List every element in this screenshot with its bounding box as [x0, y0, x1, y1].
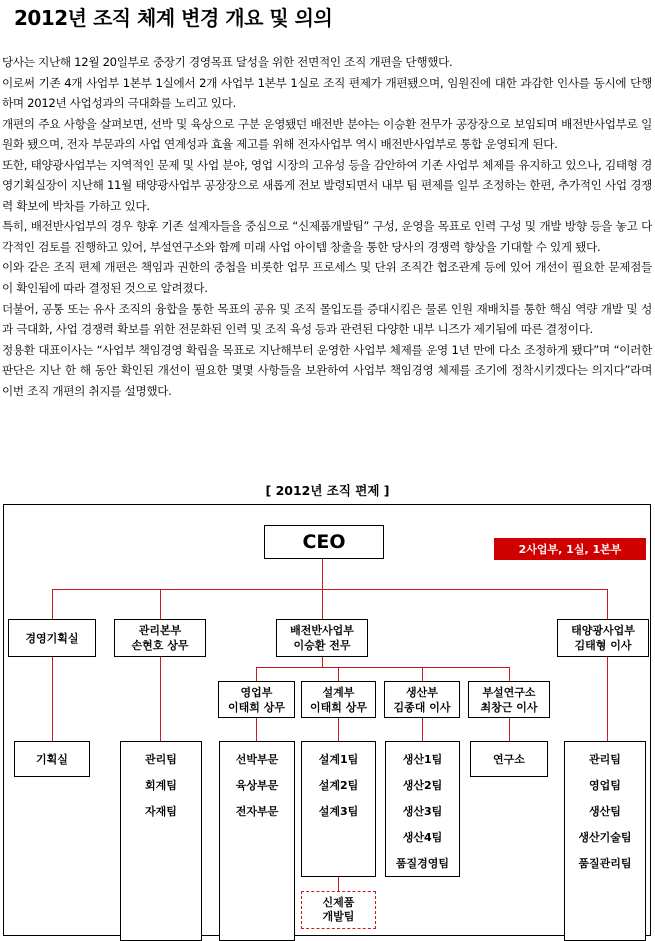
- team-list-design: [301, 741, 376, 877]
- team-item: 품질경영팀: [395, 857, 450, 870]
- team-item: 생산팀: [589, 805, 621, 818]
- team-list-production: [385, 741, 460, 877]
- connector-line: [509, 667, 510, 681]
- unit-solar-division: [557, 619, 649, 657]
- team-item: 관리팀: [145, 753, 177, 766]
- team-item: 회계팀: [145, 779, 177, 792]
- team-item: 생산4팀: [402, 831, 443, 844]
- unit-admin-hq: [114, 619, 206, 657]
- unit-name: 경영기획실: [25, 631, 79, 645]
- team-list-solar: [564, 741, 646, 941]
- paragraph: 당사는 지난해 12월 20일부로 중장기 경영목표 달성을 위한 전면적인 조직 개편을 단행했다.: [2, 55, 453, 69]
- team-item: 생산기술팀: [578, 831, 632, 844]
- unit-head: 최창근 이사: [480, 700, 538, 714]
- team-item: 자재팀: [145, 805, 177, 818]
- paragraph: 특히, 배전반사업부의 경우 향후 기존 설계자들을 중심으로 “신제품개발팀” 구성, 운영을 목표로 인력 구성 및 개발 방향 등을 놓고 다각적인 검토를 진행하고 있어, 부설연구소와 함께 미래 사업 아이템 창출을 통한 당사의 경쟁력 향상을 기대할 수 있게 됐다.: [2, 219, 652, 254]
- ceo-box: [264, 525, 384, 559]
- connector-line: [607, 657, 608, 741]
- unit-name: 부설연구소: [482, 685, 536, 699]
- connector-line: [322, 559, 323, 589]
- paragraph: 더불어, 공통 또는 유사 조직의 융합을 통한 목표의 공유 및 조직 몰입도를 증대시킴은 물론 인원 재배치를 통한 핵심 역량 개발 및 성과 극대화, 사업 경쟁력 확보를 위한 전문화된 인력 및 조직 육성 등과 관련된 다양한 내부 니즈가 제기됨에 따른 결정이다.: [2, 301, 652, 337]
- unit-name: 영업부: [240, 685, 273, 699]
- team-item: 생산2팀: [402, 779, 443, 792]
- paragraph: 개편의 주요 사항을 살펴보면, 선박 및 육상으로 구분 운영됐던 배전반 분야는 이승환 전무가 공장장으로 보임되며 배전반사업부로 일원화 됐으며, 전자 부문과의 사업 연계성과 효율 제고를 위해 전자사업부 역시 배전반사업부로 통합 운영되게 된다.: [2, 116, 652, 152]
- connector-line: [52, 589, 607, 590]
- unit-head: 김태형 이사: [574, 639, 632, 652]
- unit-switchboard-division: [276, 619, 368, 657]
- connector-line: [322, 657, 323, 667]
- connector-line: [422, 667, 423, 681]
- ceo-label: CEO: [302, 530, 346, 553]
- connector-line: [338, 877, 339, 891]
- unit-sales-dept: [218, 681, 295, 718]
- summary-badge: [494, 538, 646, 560]
- unit-head: 이태희 상무: [228, 700, 285, 714]
- connector-line: [322, 589, 323, 619]
- team-item: 생산3팀: [402, 805, 443, 818]
- chart-caption: [ 2012년 조직 편제 ]: [265, 483, 390, 498]
- team-item: 영업팀: [589, 779, 621, 792]
- page-title: 2012년 조직 체계 변경 개요 및 의의: [14, 6, 333, 30]
- connector-line: [256, 667, 257, 681]
- unit-research-institute: [468, 681, 550, 718]
- connector-line: [422, 718, 423, 741]
- team-item: 선박부문: [235, 753, 279, 766]
- team-item: 설계2팀: [318, 779, 359, 792]
- unit-name: 설계부: [322, 685, 355, 699]
- unit-head: 이태희 상무: [310, 700, 367, 714]
- unit-name: 신제품: [322, 896, 355, 909]
- connector-line: [52, 589, 53, 619]
- connector-line: [160, 657, 161, 741]
- team-item: 전자부문: [235, 805, 279, 818]
- team-item: 생산1팀: [402, 753, 443, 766]
- paragraph: 이와 같은 조직 편제 개편은 책임과 권한의 중첩을 비롯한 업무 프로세스 및 단위 조직간 협조관계 등에 있어 개선이 필요한 문제점들이 확인됨에 따라 결정된 것으로 알려졌다.: [2, 260, 652, 296]
- article-body: [2, 52, 652, 401]
- unit-production-dept: [384, 681, 460, 718]
- unit-name: 태양광사업부: [571, 624, 635, 637]
- team-item: 설계3팀: [318, 805, 359, 818]
- unit-name: 생산부: [406, 685, 438, 699]
- unit-design-dept: [301, 681, 376, 718]
- unit-name: 배전반사업부: [290, 624, 354, 637]
- paragraph: 또한, 태양광사업부는 지역적인 문제 및 사업 분야, 영업 시장의 고유성 등을 감안하여 기존 사업부 체제를 유지하고 있으나, 김태형 경영기획실장이 지난해 11월 태양광사업부 공장장으로 새롭게 전보 발령되면서 내부 팀 편제를 일부 조정하는 한편, 추가적인 사업 경쟁력 확보에 박차를 가하고 있다.: [2, 157, 652, 213]
- team-list-admin: [120, 741, 202, 941]
- unit-name: 관리본부: [138, 624, 182, 637]
- team-item: 연구소: [493, 753, 525, 766]
- connector-line: [338, 718, 339, 741]
- unit-name-2: 개발팀: [322, 910, 355, 923]
- connector-line: [607, 589, 608, 619]
- team-item: 관리팀: [589, 753, 621, 766]
- unit-planning-office: [8, 619, 96, 657]
- connector-line: [52, 657, 53, 741]
- unit-head: 김종대 이사: [393, 700, 451, 714]
- connector-line: [256, 718, 257, 741]
- team-item: 설계1팀: [318, 753, 359, 766]
- team-list-sales: [219, 741, 295, 941]
- org-chart: [3, 504, 651, 936]
- unit-head: 이승환 전무: [293, 639, 351, 652]
- team-item: 품질관리팀: [578, 857, 632, 870]
- paragraph: 정용환 대표이사는 “사업부 책임경영 확립을 목표로 지난해부터 운영한 사업부 체제를 운영 1년 만에 다소 조정하게 됐다”며 “이러한 판단은 지난 한 해 동안 확인된 개선이 필요한 몇몇 사항들을 보완하여 사업부 책임경영 체제를 조기에 정착시키겠다는 의지다”라며 이번 조직 개편의 취지를 설명했다.: [2, 342, 652, 398]
- connector-line: [338, 667, 339, 681]
- paragraph: 이로써 기존 4개 사업부 1본부 1실에서 2개 사업부 1본부 1실로 조직 편제가 개편됐으며, 임원진에 대한 과감한 인사를 동시에 단행하며 2012년 사업성과의 극대화를 노리고 있다.: [2, 75, 652, 111]
- team-list-research: [470, 741, 548, 777]
- team-item: 육상부문: [235, 779, 279, 792]
- summary-badge-label: 2사업부, 1실, 1본부: [518, 543, 622, 556]
- team-item: 기획실: [36, 753, 68, 766]
- connector-line: [509, 718, 510, 741]
- new-product-team-box: [301, 891, 376, 929]
- connector-line: [160, 589, 161, 619]
- team-list-planning: [14, 741, 90, 777]
- connector-line: [256, 667, 509, 668]
- unit-head: 손현호 상무: [131, 639, 189, 652]
